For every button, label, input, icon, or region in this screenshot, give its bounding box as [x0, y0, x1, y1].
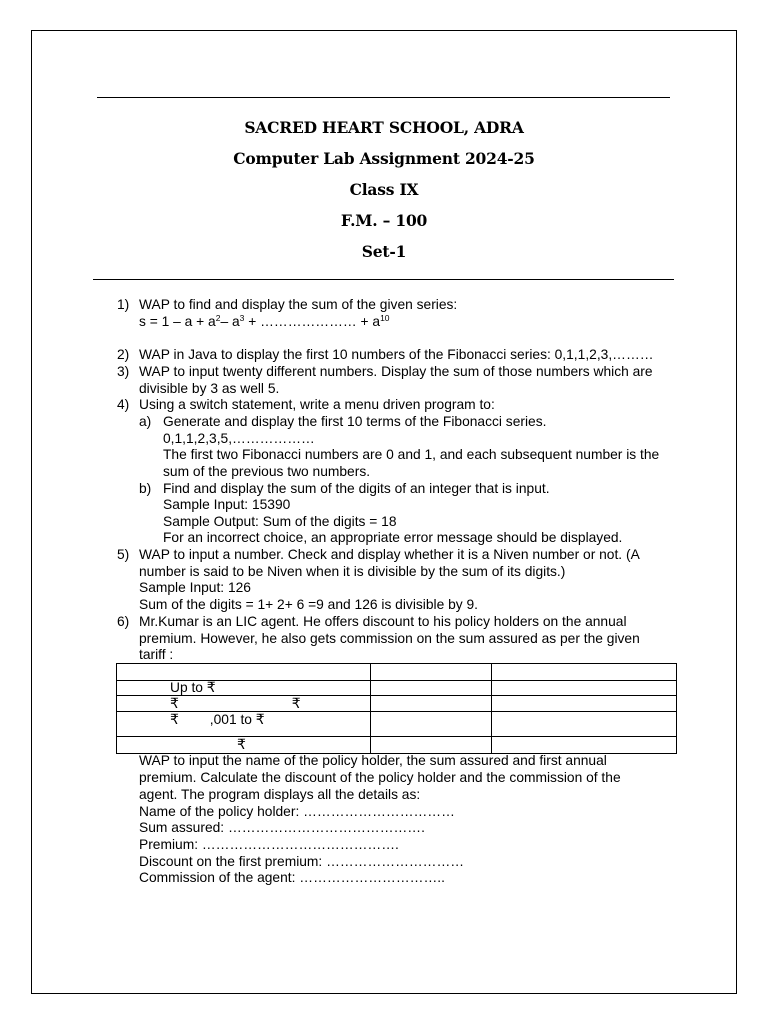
output-line: Name of the policy holder: …………………………… — [139, 804, 455, 819]
question-4b-text: For an incorrect choice, an appropriate error message should be displayed. — [163, 530, 623, 545]
question-number: 3) — [117, 364, 130, 379]
output-line: Sum assured: ……………………………………. — [139, 820, 425, 835]
question-6-text: WAP to input the name of the policy holder, the sum assured and first annual — [139, 753, 607, 768]
question-number: 2) — [117, 347, 130, 362]
table-cell — [492, 681, 677, 696]
assignment-title: Computer Lab Assignment 2024-25 — [233, 149, 535, 168]
table-row — [117, 681, 677, 696]
question-4b-text: Find and display the sum of the digits of an integer that is input. — [163, 481, 550, 496]
question-4a-text: The first two Fibonacci numbers are 0 and 1, and each subsequent number is the — [163, 447, 660, 462]
sub-question-label: b) — [139, 481, 152, 496]
class-label: Class IX — [349, 180, 419, 199]
question-1-text: WAP to find and display the sum of the given series: — [139, 297, 458, 312]
full-marks: F.M. – 100 — [340, 211, 428, 230]
table-cell — [371, 696, 492, 712]
question-6-text: premium. However, he also gets commission on the sum assured as per the given — [139, 631, 640, 646]
question-3-text: divisible by 3 as well 5. — [139, 381, 280, 396]
question-4a-text: Generate and display the first 10 terms of the Fibonacci series. — [163, 414, 547, 429]
question-6-text: tariff : — [139, 647, 174, 662]
question-number: 1) — [117, 297, 130, 312]
table-cell — [492, 737, 677, 754]
table-cell: ₹ ₹ — [117, 696, 371, 712]
question-number: 4) — [117, 397, 130, 412]
tariff-table — [116, 663, 677, 754]
table-cell — [371, 712, 492, 737]
table-row — [117, 712, 677, 737]
table-cell — [371, 681, 492, 696]
table-cell — [371, 737, 492, 754]
question-5-text: WAP to input a number. Check and display whether it is a Niven number or not. (A — [139, 547, 640, 562]
question-2-text: WAP in Java to display the first 10 numbers of the Fibonacci series: 0,1,1,2,3,……… — [139, 347, 654, 362]
question-number: 5) — [117, 547, 130, 562]
question-3-text: WAP to input twenty different numbers. Display the sum of those numbers which are — [139, 364, 653, 379]
table-cell — [492, 712, 677, 737]
top-rule — [97, 97, 670, 98]
question-4a-text: 0,1,1,2,3,5,……………… — [163, 431, 315, 446]
output-line: Commission of the agent: ………………………….. — [139, 870, 445, 885]
header-rule — [93, 279, 674, 280]
sub-question-label: a) — [139, 414, 152, 429]
question-5-text: number is said to be Niven when it is divisible by the sum of its digits.) — [139, 564, 566, 579]
table-row — [117, 737, 677, 754]
table-cell: Up to ₹ — [117, 681, 371, 696]
output-line: Discount on the first premium: ………………………… — [139, 854, 465, 869]
table-cell: ₹ — [117, 737, 371, 754]
school-name: SACRED HEART SCHOOL, ADRA — [244, 118, 524, 137]
series-formula: $s = 1 - a + a^2-$ $a^3$ + ………………… + $a^{10}$ — [139, 313, 390, 329]
table-cell — [492, 664, 677, 681]
table-cell: ₹ ,001 to ₹ — [117, 712, 371, 737]
question-5-text: Sum of the digits = 1+ 2+ 6 =9 and 126 is divisible by 9. — [139, 597, 479, 612]
question-4b-text: Sample Input: 15390 — [163, 497, 291, 512]
table-cell — [371, 664, 492, 681]
table-cell — [492, 696, 677, 712]
table-row — [117, 664, 677, 681]
table-row — [117, 696, 677, 712]
table-cell — [117, 664, 371, 681]
question-4a-text: sum of the previous two numbers. — [163, 464, 371, 479]
question-6-text: agent. The program displays all the details as: — [139, 787, 421, 802]
question-4-text: Using a switch statement, write a menu driven program to: — [139, 397, 495, 412]
set-label: Set-1 — [361, 242, 407, 261]
question-6-text: Mr.Kumar is an LIC agent. He offers discount to his policy holders on the annual — [139, 614, 627, 629]
question-number: 6) — [117, 614, 130, 629]
question-4b-text: Sample Output: Sum of the digits = 18 — [163, 514, 397, 529]
question-6-text: premium. Calculate the discount of the policy holder and the commission of the — [139, 770, 621, 785]
question-5-text: Sample Input: 126 — [139, 580, 251, 595]
output-line: Premium: ……………………………………. — [139, 837, 399, 852]
